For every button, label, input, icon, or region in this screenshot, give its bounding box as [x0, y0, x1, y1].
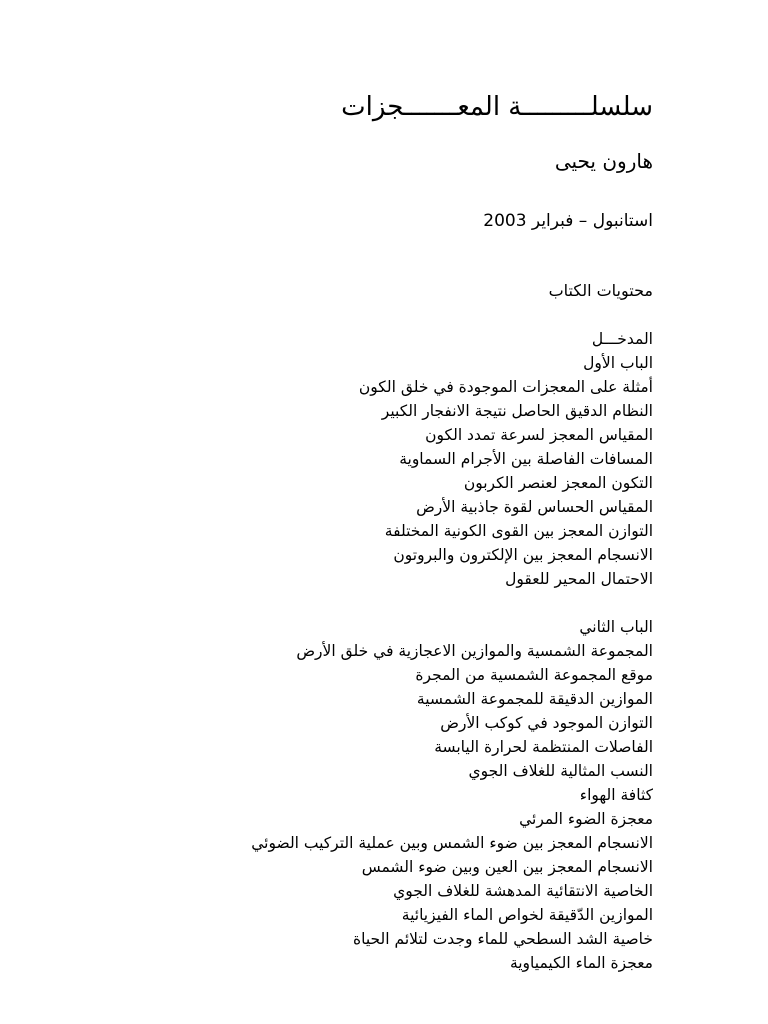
chapter-1-title: الباب الأول — [583, 354, 653, 372]
section-spacer — [251, 591, 653, 615]
list-item: الخاصية الانتقائية المدهشة للغلاف الجوي — [393, 882, 653, 900]
list-item: معجزة الماء الكيمياوية — [509, 954, 653, 972]
list-item: الموازين الدّقيقة لخواص الماء الفيزيائية — [401, 906, 653, 924]
list-item: الموازين الدقيقة للمجموعة الشمسية — [416, 690, 653, 708]
list-item: التكون المعجز لعنصر الكربون — [463, 474, 653, 492]
list-item: الانسجام المعجز بين الإلكترون والبروتون — [393, 546, 653, 564]
list-item: النظام الدقيق الحاصل نتيجة الانفجار الكبير — [381, 402, 653, 420]
list-item: النسب المثالية للغلاف الجوي — [468, 762, 653, 780]
list-item: المسافات الفاصلة بين الأجرام السماوية — [399, 450, 653, 468]
list-item: موقع المجموعة الشمسية من المجرة — [415, 666, 653, 684]
list-item: معجزة الضوء المرئي — [519, 810, 653, 828]
list-item: كثافة الهواء — [579, 786, 653, 804]
contents-heading: محتويات الكتاب — [548, 281, 653, 300]
list-item: المجموعة الشمسية والموازين الاعجازية في خلق الأرض — [296, 642, 653, 660]
list-item: الانسجام المعجز بين ضوء الشمس وبين عملية التركيب الضوئي — [251, 834, 653, 852]
list-item: الانسجام المعجز بين العين وبين ضوء الشمس — [361, 858, 653, 876]
list-item: المقياس الحساس لقوة جاذبية الأرض — [416, 498, 653, 516]
list-item: المقياس المعجز لسرعة تمدد الكون — [425, 426, 653, 444]
document-title: سلسلـــــــــة المعـــــــجزات — [341, 92, 653, 122]
table-of-contents — [251, 327, 653, 975]
list-item: الفاصلات المنتظمة لحرارة اليابسة — [434, 738, 653, 756]
list-item: خاصية الشد السطحي للماء وجدت لتلائم الحياة — [353, 930, 653, 948]
place-date: استانبول – فبراير 2003 — [483, 211, 653, 231]
list-item: التوازن المعجز بين القوى الكونية المختلفة — [384, 522, 653, 540]
chapter-2-title: الباب الثاني — [579, 618, 653, 636]
author-name: هارون يحيى — [554, 149, 653, 173]
list-item: التوازن الموجود في كوكب الأرض — [440, 714, 653, 732]
toc-intro: المدخـــل — [591, 330, 653, 348]
list-item: الاحتمال المحير للعقول — [505, 570, 653, 588]
list-item: أمثلة على المعجزات الموجودة في خلق الكون — [358, 378, 653, 396]
